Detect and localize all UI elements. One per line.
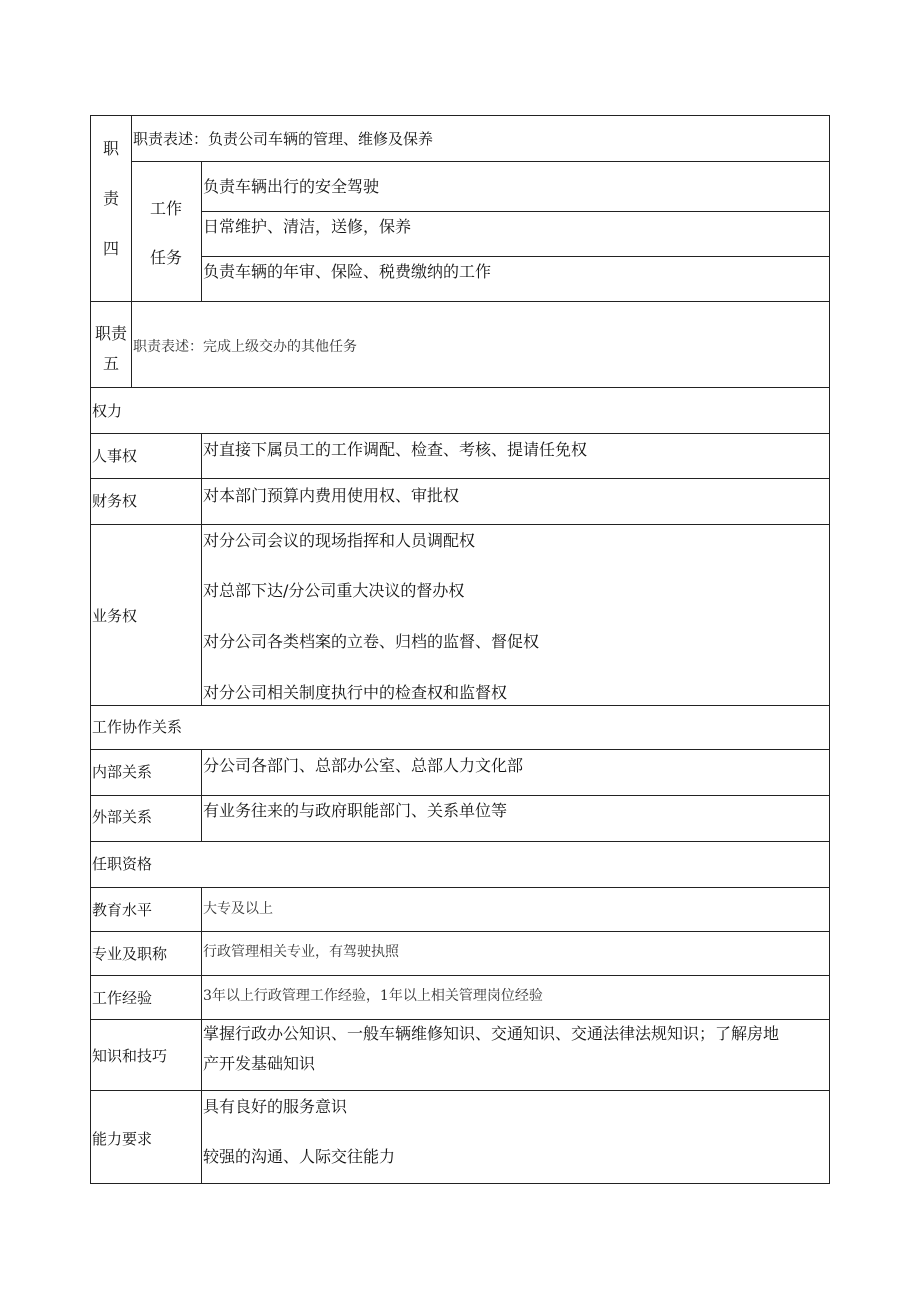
power-value: 对直接下属员工的工作调配、检查、考核、提请任免权 xyxy=(203,440,588,459)
relations-value: 有业务往来的与政府职能部门、关系单位等 xyxy=(203,801,508,820)
divider xyxy=(90,478,830,479)
power-heading: 权力 xyxy=(92,402,123,420)
power-value: 对分公司相关制度执行中的检查权和监督权 xyxy=(203,683,508,702)
divider xyxy=(131,161,830,162)
divider xyxy=(90,1090,830,1091)
duty4-tasks-label: 任务 xyxy=(149,248,182,267)
power-value: 对分公司各类档案的立卷、归档的监督、督促权 xyxy=(203,632,540,651)
divider xyxy=(201,433,202,705)
duty5-label: 职责 xyxy=(94,324,127,343)
qualification-label: 能力要求 xyxy=(92,1130,153,1148)
qualification-value: 具有良好的服务意识 xyxy=(203,1097,348,1116)
duty4-tasks-label: 工作 xyxy=(149,199,182,218)
duty4-label-char: 四 xyxy=(102,239,119,258)
duty5-label: 五 xyxy=(102,354,119,373)
duty5-description: 职责表述：完成上级交办的其他任务 xyxy=(133,339,357,355)
duty4-description: 职责表述：负责公司车辆的管理、维修及保养 xyxy=(133,130,434,148)
divider xyxy=(201,256,830,257)
relations-label: 内部关系 xyxy=(92,763,153,781)
divider xyxy=(90,931,830,932)
divider xyxy=(90,795,830,796)
qualification-value: 掌握行政办公知识、一般车辆维修知识、交通知识、交通法律法规知识；了解房地 xyxy=(203,1024,780,1043)
power-value: 对总部下达/分公司重大决议的督办权 xyxy=(203,581,465,600)
qualification-value: 较强的沟通、人际交往能力 xyxy=(203,1147,396,1166)
duty4-task: 负责车辆出行的安全驾驶 xyxy=(203,177,380,196)
power-label: 财务权 xyxy=(92,492,138,510)
power-label: 人事权 xyxy=(92,447,138,465)
divider xyxy=(90,975,830,976)
qualification-value: 大专及以上 xyxy=(203,901,273,917)
duty4-task: 负责车辆的年审、保险、税费缴纳的工作 xyxy=(203,262,492,281)
divider xyxy=(201,211,830,212)
relations-label: 外部关系 xyxy=(92,808,153,826)
divider xyxy=(90,301,830,302)
relations-heading: 工作协作关系 xyxy=(92,718,183,736)
qualification-label: 知识和技巧 xyxy=(92,1047,168,1065)
qualification-value: 产开发基础知识 xyxy=(203,1054,316,1073)
divider xyxy=(90,1019,830,1020)
power-value: 对分公司会议的现场指挥和人员调配权 xyxy=(203,531,476,550)
qualification-value: 3年以上行政管理工作经验，1年以上相关管理岗位经验 xyxy=(203,988,543,1004)
power-value: 对本部门预算内费用使用权、审批权 xyxy=(203,486,460,505)
qualifications-heading: 任职资格 xyxy=(92,855,153,873)
duty4-task: 日常维护、清洁，送修，保养 xyxy=(203,217,412,236)
qualification-label: 工作经验 xyxy=(92,989,153,1007)
divider xyxy=(90,524,830,525)
duty4-label-char: 职 xyxy=(102,139,119,158)
divider xyxy=(131,115,132,387)
relations-value: 分公司各部门、总部办公室、总部人力文化部 xyxy=(203,756,524,775)
divider xyxy=(90,841,830,842)
qualification-label: 教育水平 xyxy=(92,901,153,919)
qualification-label: 专业及职称 xyxy=(92,945,168,963)
divider xyxy=(90,705,830,706)
divider xyxy=(201,161,202,301)
duty4-label-char: 责 xyxy=(102,189,119,208)
divider xyxy=(90,387,830,388)
qualification-value: 行政管理相关专业，有驾驶执照 xyxy=(203,944,399,960)
power-label: 业务权 xyxy=(92,607,138,625)
